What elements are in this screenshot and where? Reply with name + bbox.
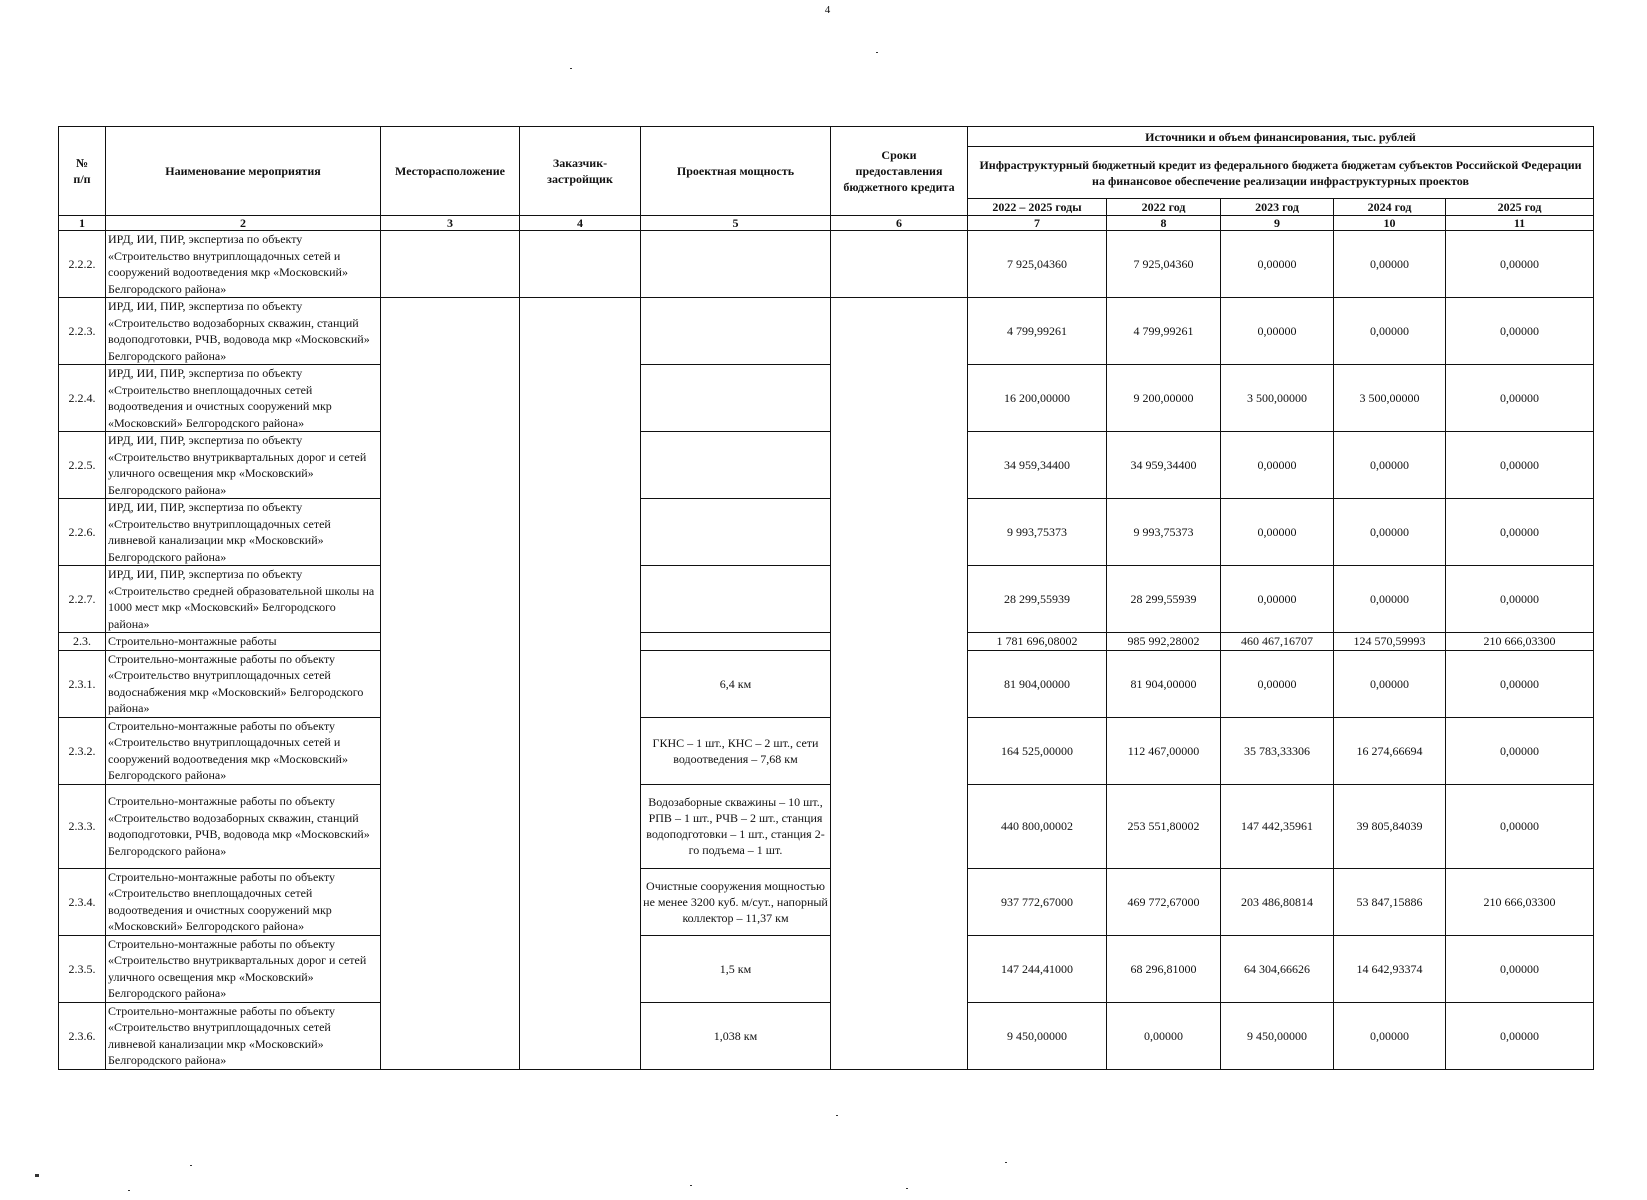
- scan-speck: [35, 1174, 39, 1177]
- header-no: № п/п: [59, 127, 106, 216]
- column-number: 8: [1107, 216, 1221, 231]
- scan-speck: [570, 68, 572, 69]
- header-credit: Инфраструктурный бюджетный кредит из федерального бюджета бюджетам субъектов Российской Федерации на финансовое обеспечение реализации инфраструктурных проектов: [968, 147, 1594, 199]
- row-capacity: 6,4 км: [641, 650, 831, 717]
- table-row: [59, 231, 1594, 298]
- row-capacity: [641, 298, 831, 365]
- row-2024: 3 500,00000: [1334, 365, 1446, 432]
- table-row: [59, 1002, 1594, 1069]
- column-number: 5: [641, 216, 831, 231]
- column-number: 10: [1334, 216, 1446, 231]
- table-row: [59, 499, 1594, 566]
- row-2023: 35 783,33306: [1221, 717, 1334, 784]
- row-2023: 9 450,00000: [1221, 1002, 1334, 1069]
- row-2025: 0,00000: [1446, 566, 1594, 633]
- row-2024: 0,00000: [1334, 298, 1446, 365]
- row-capacity: Водозаборные скважины – 10 шт., РПВ – 1 шт., РЧВ – 2 шт., станция водоподготовки – 1 шт., станция 2-го подъема – 1 шт.: [641, 784, 831, 868]
- column-numbers-row: [59, 216, 1594, 231]
- row-total: 164 525,00000: [968, 717, 1107, 784]
- row-capacity: [641, 499, 831, 566]
- header-year-total: 2022 – 2025 годы: [968, 199, 1107, 216]
- row-total: 9 993,75373: [968, 499, 1107, 566]
- row-2023: 0,00000: [1221, 499, 1334, 566]
- row-2024: 0,00000: [1334, 499, 1446, 566]
- header-name: Наименование мероприятия: [106, 127, 381, 216]
- scan-speck: [128, 1190, 130, 1191]
- row-total: 9 450,00000: [968, 1002, 1107, 1069]
- row-name: Строительно-монтажные работы по объекту «Строительство внутриплощадочных сетей и сооружений водоотведения мкр «Московский» Белгородского района»: [106, 717, 381, 784]
- row-2022: 0,00000: [1107, 1002, 1221, 1069]
- row-2024: 0,00000: [1334, 1002, 1446, 1069]
- row-name: ИРД, ИИ, ПИР, экспертиза по объекту «Строительство внеплощадочных сетей водоотведения и очистных сооружений мкр «Московский» Белгородского района»: [106, 365, 381, 432]
- table-body: [59, 216, 1594, 1070]
- row-number: 2.2.2.: [59, 231, 106, 298]
- row-2022: 985 992,28002: [1107, 633, 1221, 651]
- row-number: 2.3.6.: [59, 1002, 106, 1069]
- row-name: ИРД, ИИ, ПИР, экспертиза по объекту «Строительство внутриплощадочных сетей и сооружений водоотведения мкр «Московский» Белгородского района»: [106, 231, 381, 298]
- merged-terms-cell: [831, 298, 968, 1070]
- table-row: [59, 432, 1594, 499]
- row-2023: 64 304,66626: [1221, 935, 1334, 1002]
- row-2022: 34 959,34400: [1107, 432, 1221, 499]
- column-number: 11: [1446, 216, 1594, 231]
- row-total: 81 904,00000: [968, 650, 1107, 717]
- row-capacity: ГКНС – 1 шт., КНС – 2 шт., сети водоотведения – 7,68 км: [641, 717, 831, 784]
- row-number: 2.3.3.: [59, 784, 106, 868]
- row-2022: 9 993,75373: [1107, 499, 1221, 566]
- row-2025: 0,00000: [1446, 717, 1594, 784]
- table-row: [59, 868, 1594, 935]
- header-year-2025: 2025 год: [1446, 199, 1594, 216]
- row-2025: 0,00000: [1446, 1002, 1594, 1069]
- row-2022: 7 925,04360: [1107, 231, 1221, 298]
- row-name: Строительно-монтажные работы по объекту «Строительство водозаборных скважин, станций водоподготовки, РЧВ, водовода мкр «Московский» Белгородского района»: [106, 784, 381, 868]
- row-2023: 0,00000: [1221, 566, 1334, 633]
- table-row: [59, 650, 1594, 717]
- row-total: 34 959,34400: [968, 432, 1107, 499]
- scan-speck: [906, 1188, 908, 1189]
- row-customer: [520, 231, 641, 298]
- row-total: 147 244,41000: [968, 935, 1107, 1002]
- row-number: 2.3.: [59, 633, 106, 651]
- row-name: Строительно-монтажные работы по объекту «Строительство внеплощадочных сетей водоотведения и очистных сооружений мкр «Московский» Белгородского района»: [106, 868, 381, 935]
- table-row: [59, 566, 1594, 633]
- row-total: 4 799,99261: [968, 298, 1107, 365]
- row-2023: 0,00000: [1221, 298, 1334, 365]
- row-name: ИРД, ИИ, ПИР, экспертиза по объекту «Строительство внутриплощадочных сетей ливневой канализации мкр «Московский» Белгородского района»: [106, 499, 381, 566]
- row-2025: 0,00000: [1446, 432, 1594, 499]
- row-2025: 0,00000: [1446, 935, 1594, 1002]
- page-number: 4: [824, 4, 831, 16]
- row-number: 2.3.4.: [59, 868, 106, 935]
- table-header: [59, 127, 1594, 216]
- column-number: 9: [1221, 216, 1334, 231]
- row-name: ИРД, ИИ, ПИР, экспертиза по объекту «Строительство внутриквартальных дорог и сетей уличного освещения мкр «Московский» Белгородского района»: [106, 432, 381, 499]
- header-capacity: Проектная мощность: [641, 127, 831, 216]
- scan-speck: [876, 52, 878, 53]
- row-total: 7 925,04360: [968, 231, 1107, 298]
- merged-customer-cell: [520, 298, 641, 1070]
- row-number: 2.3.1.: [59, 650, 106, 717]
- row-capacity: 1,038 км: [641, 1002, 831, 1069]
- row-2025: 0,00000: [1446, 365, 1594, 432]
- row-location: [381, 231, 520, 298]
- row-capacity: 1,5 км: [641, 935, 831, 1002]
- scan-speck: [1005, 1162, 1007, 1163]
- row-total: 440 800,00002: [968, 784, 1107, 868]
- row-name: ИРД, ИИ, ПИР, экспертиза по объекту «Строительство водозаборных скважин, станций водоподготовки, РЧВ, водовода мкр «Московский» Белгородского района»: [106, 298, 381, 365]
- row-2023: 0,00000: [1221, 432, 1334, 499]
- row-number: 2.2.3.: [59, 298, 106, 365]
- row-number: 2.2.6.: [59, 499, 106, 566]
- scan-speck: [690, 1185, 692, 1186]
- row-2022: 112 467,00000: [1107, 717, 1221, 784]
- row-2023: 203 486,80814: [1221, 868, 1334, 935]
- row-2022: 9 200,00000: [1107, 365, 1221, 432]
- row-2025: 0,00000: [1446, 650, 1594, 717]
- row-total: 937 772,67000: [968, 868, 1107, 935]
- row-number: 2.3.5.: [59, 935, 106, 1002]
- row-2022: 253 551,80002: [1107, 784, 1221, 868]
- row-capacity: [641, 432, 831, 499]
- row-2022: 469 772,67000: [1107, 868, 1221, 935]
- row-2023: 0,00000: [1221, 231, 1334, 298]
- column-number: 1: [59, 216, 106, 231]
- row-total: 16 200,00000: [968, 365, 1107, 432]
- row-2024: 39 805,84039: [1334, 784, 1446, 868]
- row-2023: 147 442,35961: [1221, 784, 1334, 868]
- table-row: [59, 935, 1594, 1002]
- row-number: 2.2.5.: [59, 432, 106, 499]
- merged-location-cell: [381, 298, 520, 1070]
- header-terms: Сроки предоставления бюджетного кредита: [831, 127, 968, 216]
- table-row: [59, 717, 1594, 784]
- row-2025: 0,00000: [1446, 784, 1594, 868]
- row-2024: 16 274,66694: [1334, 717, 1446, 784]
- row-terms: [831, 231, 968, 298]
- row-capacity: Очистные сооружения мощностью не менее 3200 куб. м/сут., напорный коллектор – 11,37 км: [641, 868, 831, 935]
- row-capacity: [641, 231, 831, 298]
- row-2023: 3 500,00000: [1221, 365, 1334, 432]
- row-2025: 0,00000: [1446, 499, 1594, 566]
- row-2022: 4 799,99261: [1107, 298, 1221, 365]
- row-number: 2.2.7.: [59, 566, 106, 633]
- row-2024: 14 642,93374: [1334, 935, 1446, 1002]
- header-year-2024: 2024 год: [1334, 199, 1446, 216]
- row-capacity: [641, 633, 831, 651]
- row-capacity: [641, 365, 831, 432]
- row-name: Строительно-монтажные работы по объекту «Строительство внутриплощадочных сетей ливневой канализации мкр «Московский» Белгородского района»: [106, 1002, 381, 1069]
- scan-speck: [836, 1115, 838, 1116]
- column-number: 3: [381, 216, 520, 231]
- row-2024: 53 847,15886: [1334, 868, 1446, 935]
- row-2025: 0,00000: [1446, 231, 1594, 298]
- row-2023: 0,00000: [1221, 650, 1334, 717]
- scan-speck: [190, 1165, 192, 1166]
- row-total: 1 781 696,08002: [968, 633, 1107, 651]
- row-2025: 210 666,03300: [1446, 633, 1594, 651]
- table-row: [59, 298, 1594, 365]
- table-row: [59, 784, 1594, 868]
- row-name: Строительно-монтажные работы: [106, 633, 381, 651]
- row-2025: 0,00000: [1446, 298, 1594, 365]
- header-location: Месторасположение: [381, 127, 520, 216]
- header-year-2023: 2023 год: [1221, 199, 1334, 216]
- row-2024: 0,00000: [1334, 566, 1446, 633]
- row-2022: 28 299,55939: [1107, 566, 1221, 633]
- row-2024: 0,00000: [1334, 432, 1446, 499]
- row-2022: 68 296,81000: [1107, 935, 1221, 1002]
- row-2024: 0,00000: [1334, 231, 1446, 298]
- header-sources: Источники и объем финансирования, тыс. рублей: [968, 127, 1594, 147]
- column-number: 6: [831, 216, 968, 231]
- table-row: [59, 633, 1594, 651]
- row-name: ИРД, ИИ, ПИР, экспертиза по объекту «Строительство средней образовательной школы на 1000 мест мкр «Московский» Белгородского района»: [106, 566, 381, 633]
- row-2024: 124 570,59993: [1334, 633, 1446, 651]
- row-capacity: [641, 566, 831, 633]
- row-number: 2.2.4.: [59, 365, 106, 432]
- row-2025: 210 666,03300: [1446, 868, 1594, 935]
- row-number: 2.3.2.: [59, 717, 106, 784]
- row-2023: 460 467,16707: [1221, 633, 1334, 651]
- row-total: 28 299,55939: [968, 566, 1107, 633]
- row-name: Строительно-монтажные работы по объекту «Строительство внутриквартальных дорог и сетей уличного освещения мкр «Московский» Белгородского района»: [106, 935, 381, 1002]
- header-customer: Заказчик- застройщик: [520, 127, 641, 216]
- row-2022: 81 904,00000: [1107, 650, 1221, 717]
- column-number: 4: [520, 216, 641, 231]
- header-year-2022: 2022 год: [1107, 199, 1221, 216]
- financing-table: [58, 126, 1594, 1070]
- column-number: 7: [968, 216, 1107, 231]
- column-number: 2: [106, 216, 381, 231]
- table-row: [59, 365, 1594, 432]
- row-name: Строительно-монтажные работы по объекту «Строительство внутриплощадочных сетей водоснабжения мкр «Московский» Белгородского района»: [106, 650, 381, 717]
- row-2024: 0,00000: [1334, 650, 1446, 717]
